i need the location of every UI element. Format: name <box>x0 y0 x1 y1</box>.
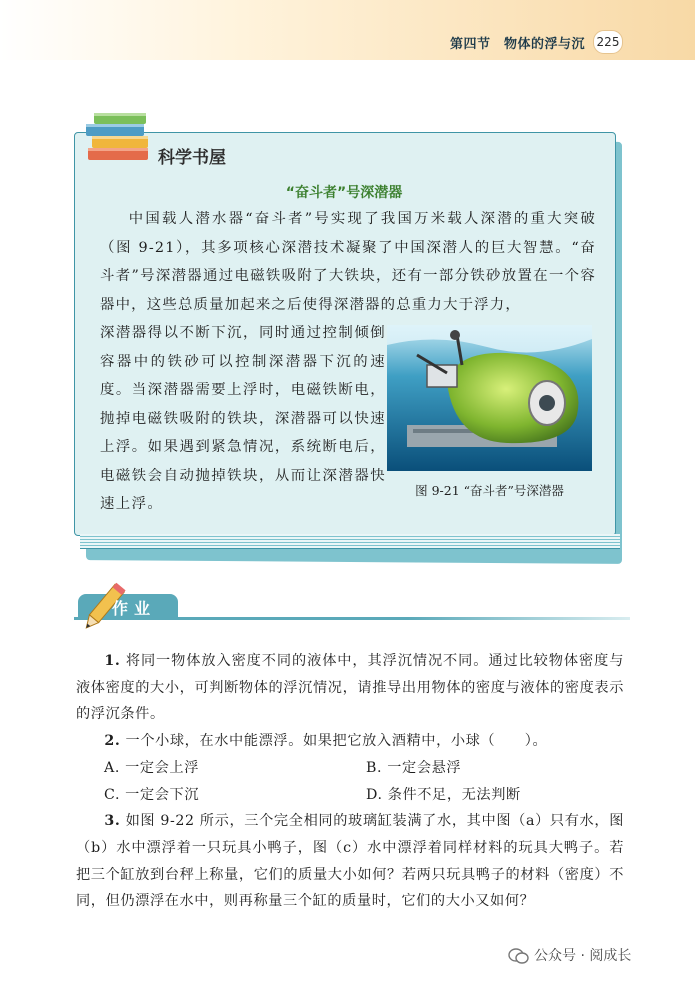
homework-divider <box>74 617 630 620</box>
page-number: 225 <box>593 30 623 54</box>
section-title: 第四节 物体的浮与沉 <box>449 37 585 52</box>
article-title: “奋斗者”号深潜器 <box>285 185 403 201</box>
question-2-text: 一个小球，在水中能漂浮。如果把它放入酒精中，小球（ ）。 <box>125 733 548 750</box>
article-paragraph-narrow: 深潜器得以不断下沉，同时通过控制倾倒容器中的铁砂可以控制深潜器下沉的速度。当深潜器需要上浮时，电磁铁断电，抛掉电磁铁吸附的铁块，深潜器可以快速上浮。如果遇到紧急情况，系统断电后，电磁铁会自动抛掉铁块，从而让深潜器快速上浮。 <box>100 325 386 512</box>
question-2 <box>76 728 624 755</box>
homework-questions <box>76 648 624 915</box>
question-1 <box>76 648 624 728</box>
watermark-text: 公众号 · 阅成长 <box>534 948 632 964</box>
question-3-text: 如图 9-22 所示，三个完全相同的玻璃缸装满了水，其中图（a）只有水，图（b）水中漂浮着一只玩具小鸭子，图（c）水中漂浮着同样材料的玩具大鸭子。若把三个缸放到台秤上称量，它们的质量大小如何？若两只玩具鸭子的材料（密度）不同，但仍漂浮在水中，则再称量三个缸的质量时，它们的大小又如何？ <box>76 813 624 910</box>
option-a: A. 一定会上浮 <box>104 759 200 776</box>
wechat-icon <box>508 947 530 965</box>
science-corner-title: 科学书屋 <box>158 148 226 168</box>
book-page-edges <box>80 534 620 549</box>
books-icon <box>84 110 156 166</box>
figure-caption: 图 9-21 “奋斗者”号深潜器 <box>415 483 564 498</box>
question-3 <box>76 808 624 915</box>
question-1-number: 1. <box>104 653 121 669</box>
page-header <box>0 0 695 60</box>
question-3-number: 3. <box>104 813 121 830</box>
option-b: B. 一定会悬浮 <box>366 759 462 776</box>
option-c: C. 一定会下沉 <box>104 786 200 803</box>
option-d: D. 条件不足，无法判断 <box>366 786 521 803</box>
question-2-options-row-2 <box>76 782 624 809</box>
question-2-options-row-1 <box>76 755 624 782</box>
question-1-text: 将同一物体放入密度不同的液体中，其浮沉情况不同。通过比较物体密度与液体密度的大小，可判断物体的浮沉情况，请推导出用物体的密度与液体的密度表示的浮沉条件。 <box>76 653 624 723</box>
homework-label: 作业 <box>112 599 157 618</box>
question-2-number: 2. <box>104 733 121 750</box>
article-paragraph-full: 中国载人潜水器“奋斗者”号实现了我国万米载人深潜的重大突破（图 9-21），其多项核心深潜技术凝聚了中国深潜人的巨大智慧。“奋斗者”号深潜器通过电磁铁吸附了大铁块，还有一部分铁砂放置在一个容器中，这些总质量加起来之后使得深潜器的总重力大于浮力， <box>100 211 596 313</box>
submersible-photo <box>387 325 592 471</box>
